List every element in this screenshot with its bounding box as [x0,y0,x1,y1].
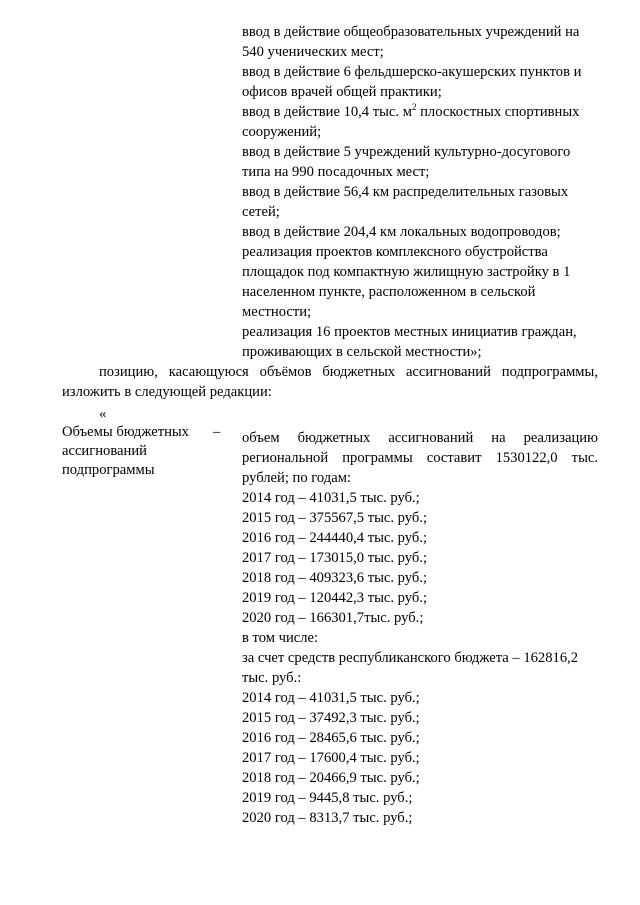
section-label: подпрограммы [62,462,155,478]
budget-intro-line: объем бюджетных ассигнований на реализацию [242,430,598,446]
list-line: ввод в действие 6 фельдшерско-акушерских пунктов и [242,64,582,80]
list-line: сооружений; [242,124,322,140]
list-text: ввод в действие 10,4 тыс. м [242,104,412,120]
list-line: проживающих в сельской местности»; [242,344,482,360]
year-rep-line: 2020 год – 8313,7 тыс. руб.; [242,810,413,826]
rep-budget-line: за счет средств республиканского бюджета – 162816,2 [242,650,579,666]
year-total-line: 2014 год – 41031,5 тыс. руб.; [242,490,420,506]
list-text: плоскостных спортивных [420,104,580,120]
year-total-line: 2016 год – 244440,4 тыс. руб.; [242,530,428,546]
list-line: ввод в действие 5 учреждений культурно-досугового [242,144,571,160]
section-label: ассигнований [62,443,147,459]
list-line: офисов врачей общей практики; [242,84,442,100]
list-line: сетей; [242,204,280,220]
in-total-label: в том числе: [242,630,319,646]
list-line: ввод в действие 204,4 км локальных водопроводов; [242,224,561,240]
superscript: 2 [411,102,417,113]
list-line [242,102,579,122]
list-line: реализация проектов комплексного обустройства [242,244,548,260]
year-rep-line: 2014 год – 41031,5 тыс. руб.; [242,690,420,706]
budget-intro-line: региональной программы составит 1530122,0 тыс. [242,450,598,466]
list-line: ввод в действие общеобразовательных учреждений на [242,24,580,40]
list-line: 540 ученических мест; [242,44,384,60]
year-total-line: 2018 год – 409323,6 тыс. руб.; [242,570,428,586]
year-rep-line: 2017 год – 17600,4 тыс. руб.; [242,750,420,766]
year-total-line: 2017 год – 173015,0 тыс. руб.; [242,550,428,566]
paragraph-line: изложить в следующей редакции: [62,384,272,400]
year-rep-line: 2015 год – 37492,3 тыс. руб.; [242,710,420,726]
list-line: населенном пункте, расположенном в сельской [242,284,536,300]
list-line: площадок под компактную жилищную застройку в 1 [242,264,571,280]
dash: – [213,424,221,440]
year-rep-line: 2016 год – 28465,6 тыс. руб.; [242,730,420,746]
year-rep-line: 2018 год – 20466,9 тыс. руб.; [242,770,420,786]
list-line: ввод в действие 56,4 км распределительных газовых [242,184,569,200]
year-rep-line: 2019 год – 9445,8 тыс. руб.; [242,790,413,806]
list-line: реализация 16 проектов местных инициатив граждан, [242,324,577,340]
year-total-line: 2020 год – 166301,7тыс. руб.; [242,610,424,626]
section-label: Объемы бюджетных [62,424,189,440]
list-line: местности; [242,304,312,320]
year-total-line: 2015 год – 375567,5 тыс. руб.; [242,510,428,526]
budget-intro-line: рублей; по годам: [242,470,351,486]
paragraph-line: позицию, касающуюся объёмов бюджетных ассигнований подпрограммы, [99,364,598,380]
rep-budget-line: тыс. руб.: [242,670,302,686]
quote-open: « [99,406,107,422]
year-total-line: 2019 год – 120442,3 тыс. руб.; [242,590,428,606]
list-line: типа на 990 посадочных мест; [242,164,430,180]
